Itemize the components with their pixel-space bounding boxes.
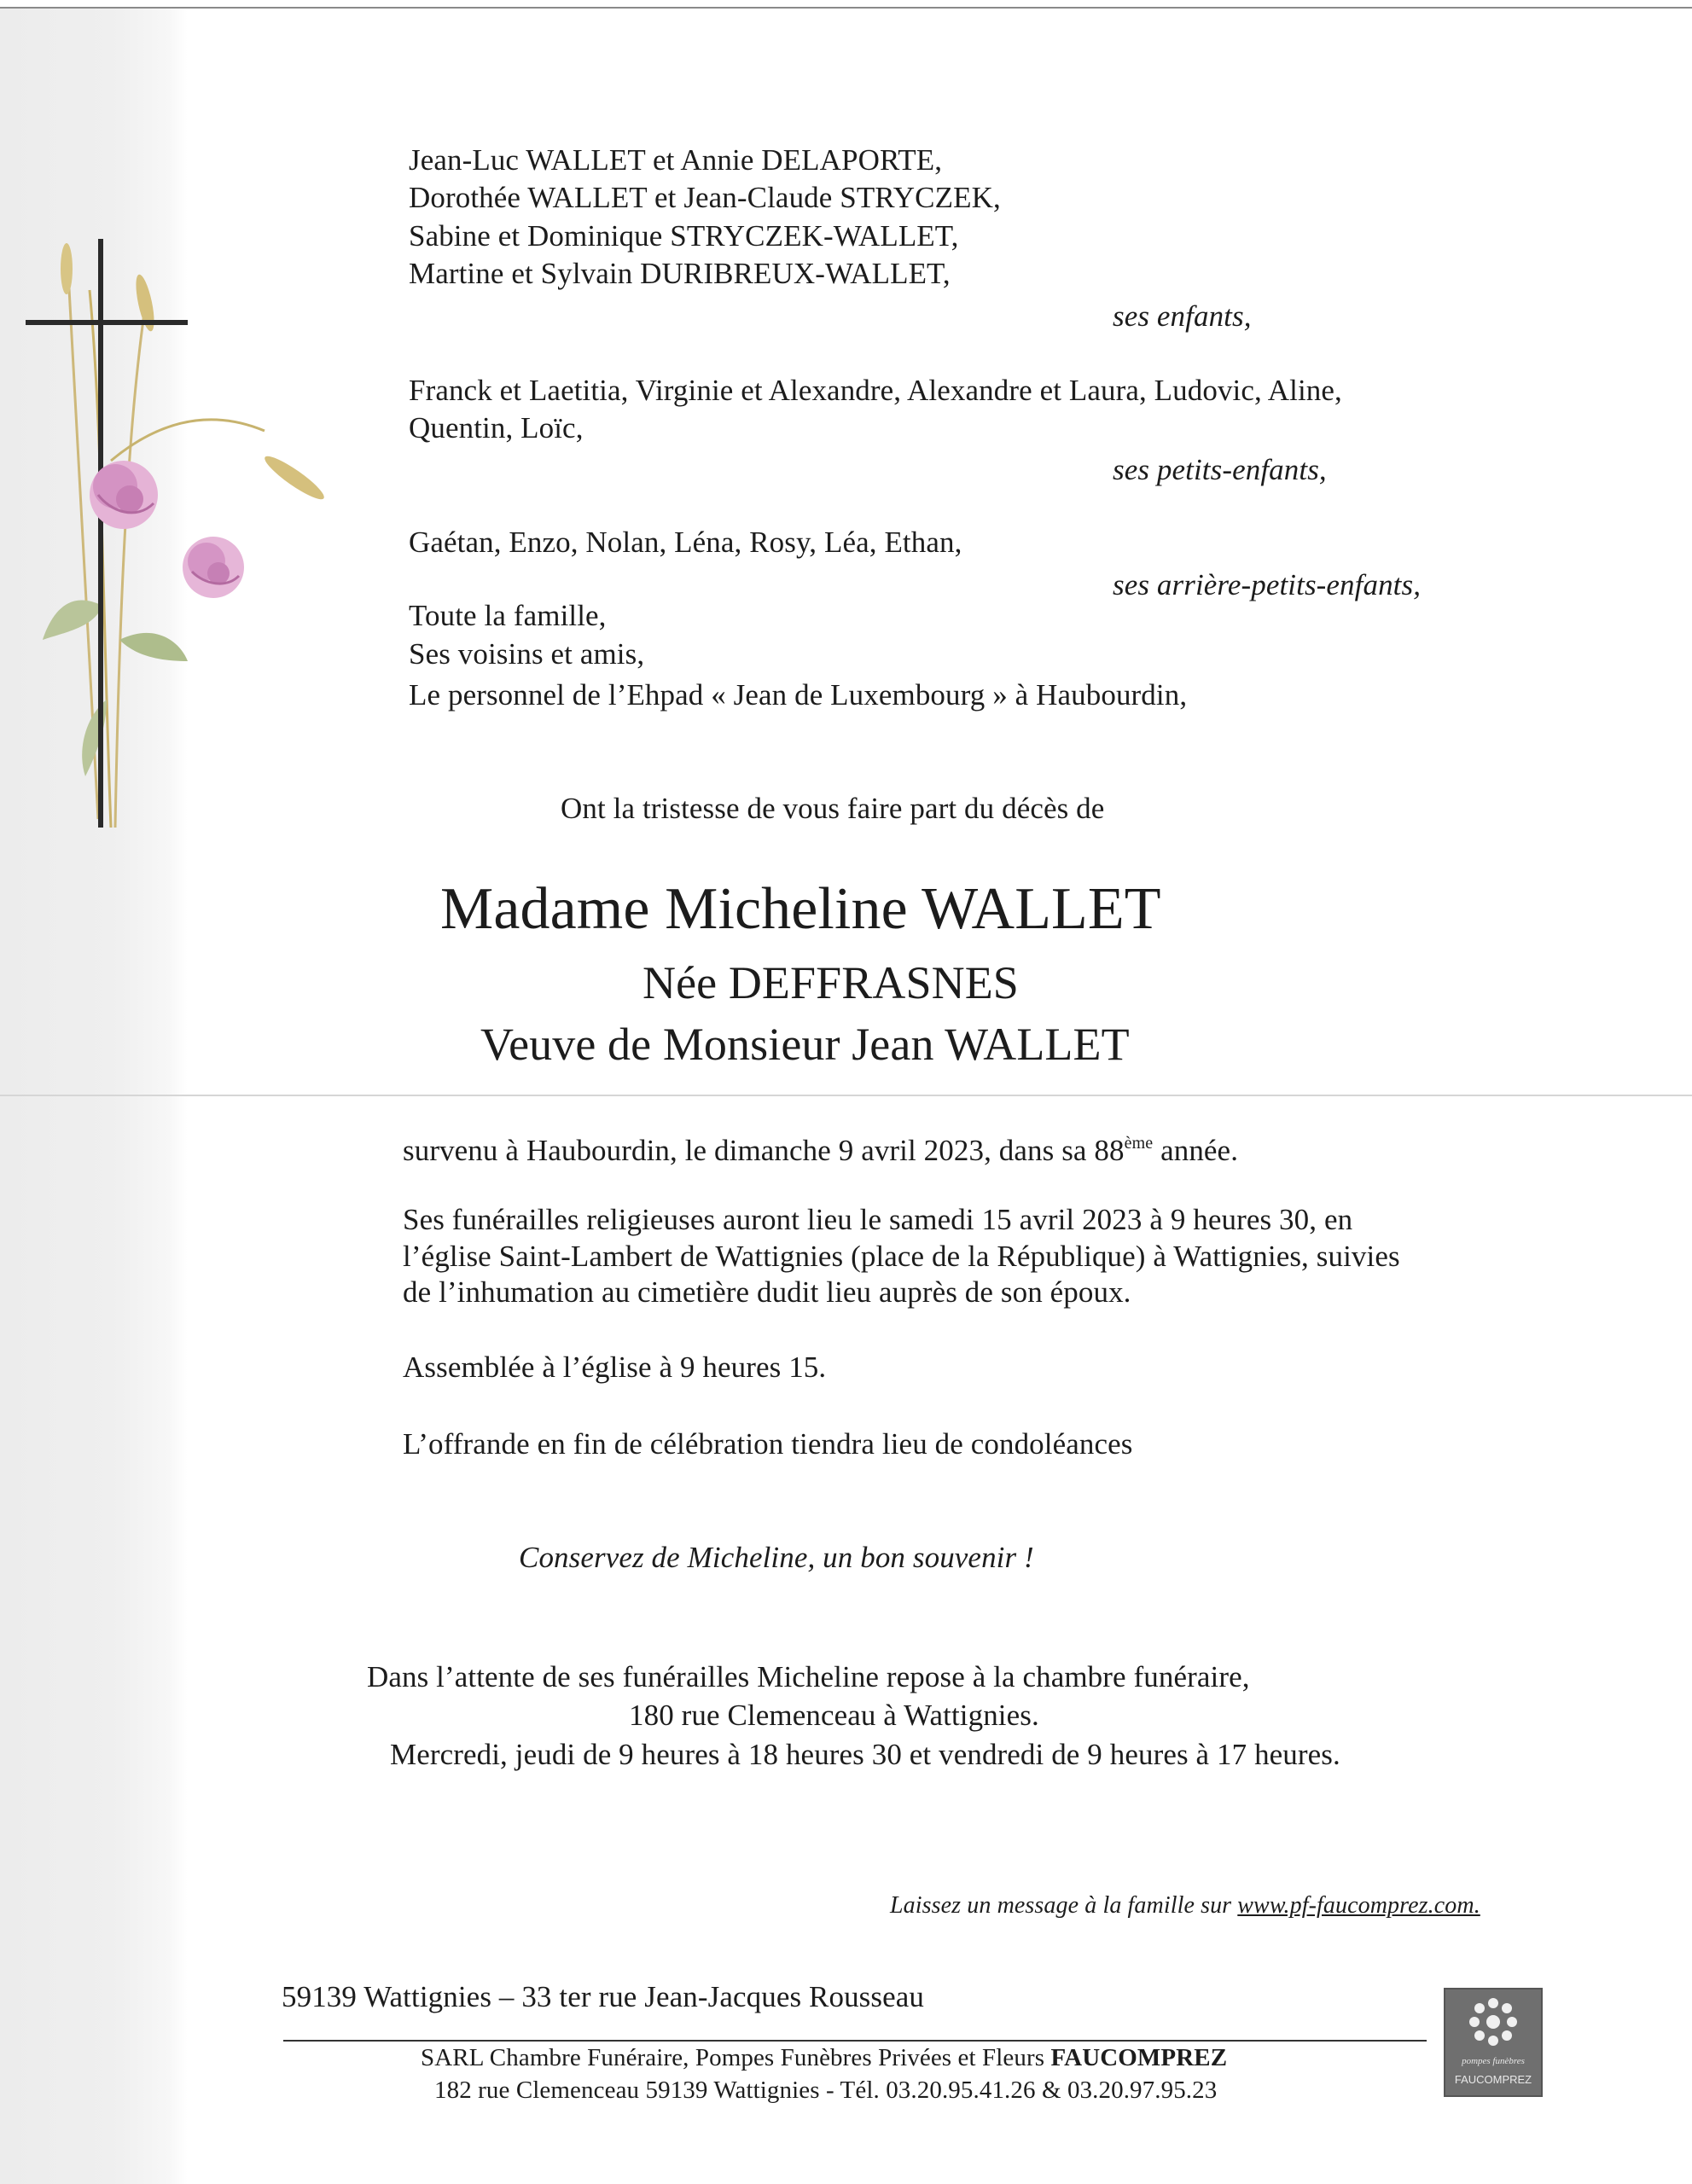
announcement-text: Ont la tristesse de vous faire part du décès de [561,792,1105,825]
cross-with-roses-illustration [17,239,350,836]
others-line-1: Toute la famille, [409,599,607,632]
grandchildren-line-2: Quentin, Loïc, [409,411,584,444]
viewing-line-1: Dans l’attente de ses funérailles Micheline repose à la chambre funéraire, [367,1660,1250,1693]
message-text: Laissez un message à la famille sur [890,1892,1238,1919]
wheat-stem-icon [115,307,145,828]
death-details-end: année. [1153,1134,1239,1167]
cross-horizontal-icon [26,320,188,325]
death-details-text: survenu à Haubourdin, le dimanche 9 avril 2023, dans sa 88 [403,1134,1125,1167]
grandchildren-line-1: Franck et Laetitia, Virginie et Alexandre, Alexandre et Laura, Ludovic, Aline, [409,374,1342,407]
remembrance-line: Conservez de Micheline, un bon souvenir ! [519,1541,1034,1574]
family-address: 59139 Wattignies – 33 ter rue Jean-Jacques Rousseau [282,1980,924,2013]
viewing-line-3: Mercredi, jeudi de 9 heures à 18 heures 30 et vendredi de 9 heures à 17 heures. [390,1738,1340,1771]
wheat-head-icon [61,243,73,294]
wheat-head-icon [260,451,328,505]
great-grandchildren-label: ses arrière-petits-enfants, [1113,568,1422,601]
footer-contact-line: 182 rue Clemenceau 59139 Wattignies - Tél. 03.20.95.41.26 & 03.20.97.95.23 [434,2077,1218,2104]
faucomprez-logo [1444,1988,1543,2097]
child-line-3: Sabine et Dominique STRYCZEK-WALLET, [409,219,959,253]
assembly-time: Assemblée à l’église à 9 heures 15. [403,1350,827,1384]
deceased-name: Madame Micheline WALLET [440,876,1161,942]
great-grandchildren-line: Gaétan, Enzo, Nolan, Léna, Rosy, Léa, Ethan, [409,526,962,559]
footer-company-line [421,2046,1227,2071]
leaf-icon [119,633,188,661]
footer-company-prefix: SARL Chambre Funéraire, Pompes Funèbres Privées et Fleurs [421,2044,1051,2071]
deceased-maiden-name: Née DEFFRASNES [642,957,1019,1008]
rose-flower-icon [90,461,158,529]
logo-tagline: pompes funèbres [1462,2056,1525,2066]
website-link[interactable]: www.pf-faucomprez.com. [1237,1892,1480,1919]
leaf-icon [43,601,102,640]
fold-line [0,1095,1692,1096]
rose-flower-icon [183,537,244,598]
funeral-line-3: de l’inhumation au cimetière dudit lieu auprès de son époux. [403,1275,1131,1309]
footer-company-name: FAUCOMPREZ [1050,2044,1228,2071]
ordinal-suffix: ème [1124,1134,1154,1153]
offering-note: L’offrande en fin de célébration tiendra lieu de condoléances [403,1427,1133,1461]
death-details [403,1135,1238,1165]
children-label: ses enfants, [1113,299,1252,333]
child-line-4: Martine et Sylvain DURIBREUX-WALLET, [409,257,951,290]
deceased-widow-of: Veuve de Monsieur Jean WALLET [480,1019,1130,1070]
logo-name: FAUCOMPREZ [1454,2073,1532,2086]
cross-vertical-icon [98,239,103,828]
wheat-stem-icon [111,420,265,461]
child-line-2: Dorothée WALLET et Jean-Claude STRYCZEK, [409,181,1001,214]
funeral-line-2: l’église Saint-Lambert de Wattignies (place de la République) à Wattignies, suivies [403,1240,1400,1273]
footer-rule [283,2040,1427,2042]
others-line-3: Le personnel de l’Ehpad « Jean de Luxembourg » à Haubourdin, [409,678,1188,712]
funeral-line-1: Ses funérailles religieuses auront lieu le samedi 15 avril 2023 à 9 heures 30, en [403,1203,1353,1236]
others-line-2: Ses voisins et amis, [409,637,645,671]
message-line [890,1894,1480,1918]
flower-logo-icon [1468,1996,1519,2048]
grandchildren-label: ses petits-enfants, [1113,453,1327,486]
child-line-1: Jean-Luc WALLET et Annie DELAPORTE, [409,143,943,177]
top-edge-rule [0,7,1692,9]
viewing-line-2: 180 rue Clemenceau à Wattignies. [629,1699,1039,1732]
